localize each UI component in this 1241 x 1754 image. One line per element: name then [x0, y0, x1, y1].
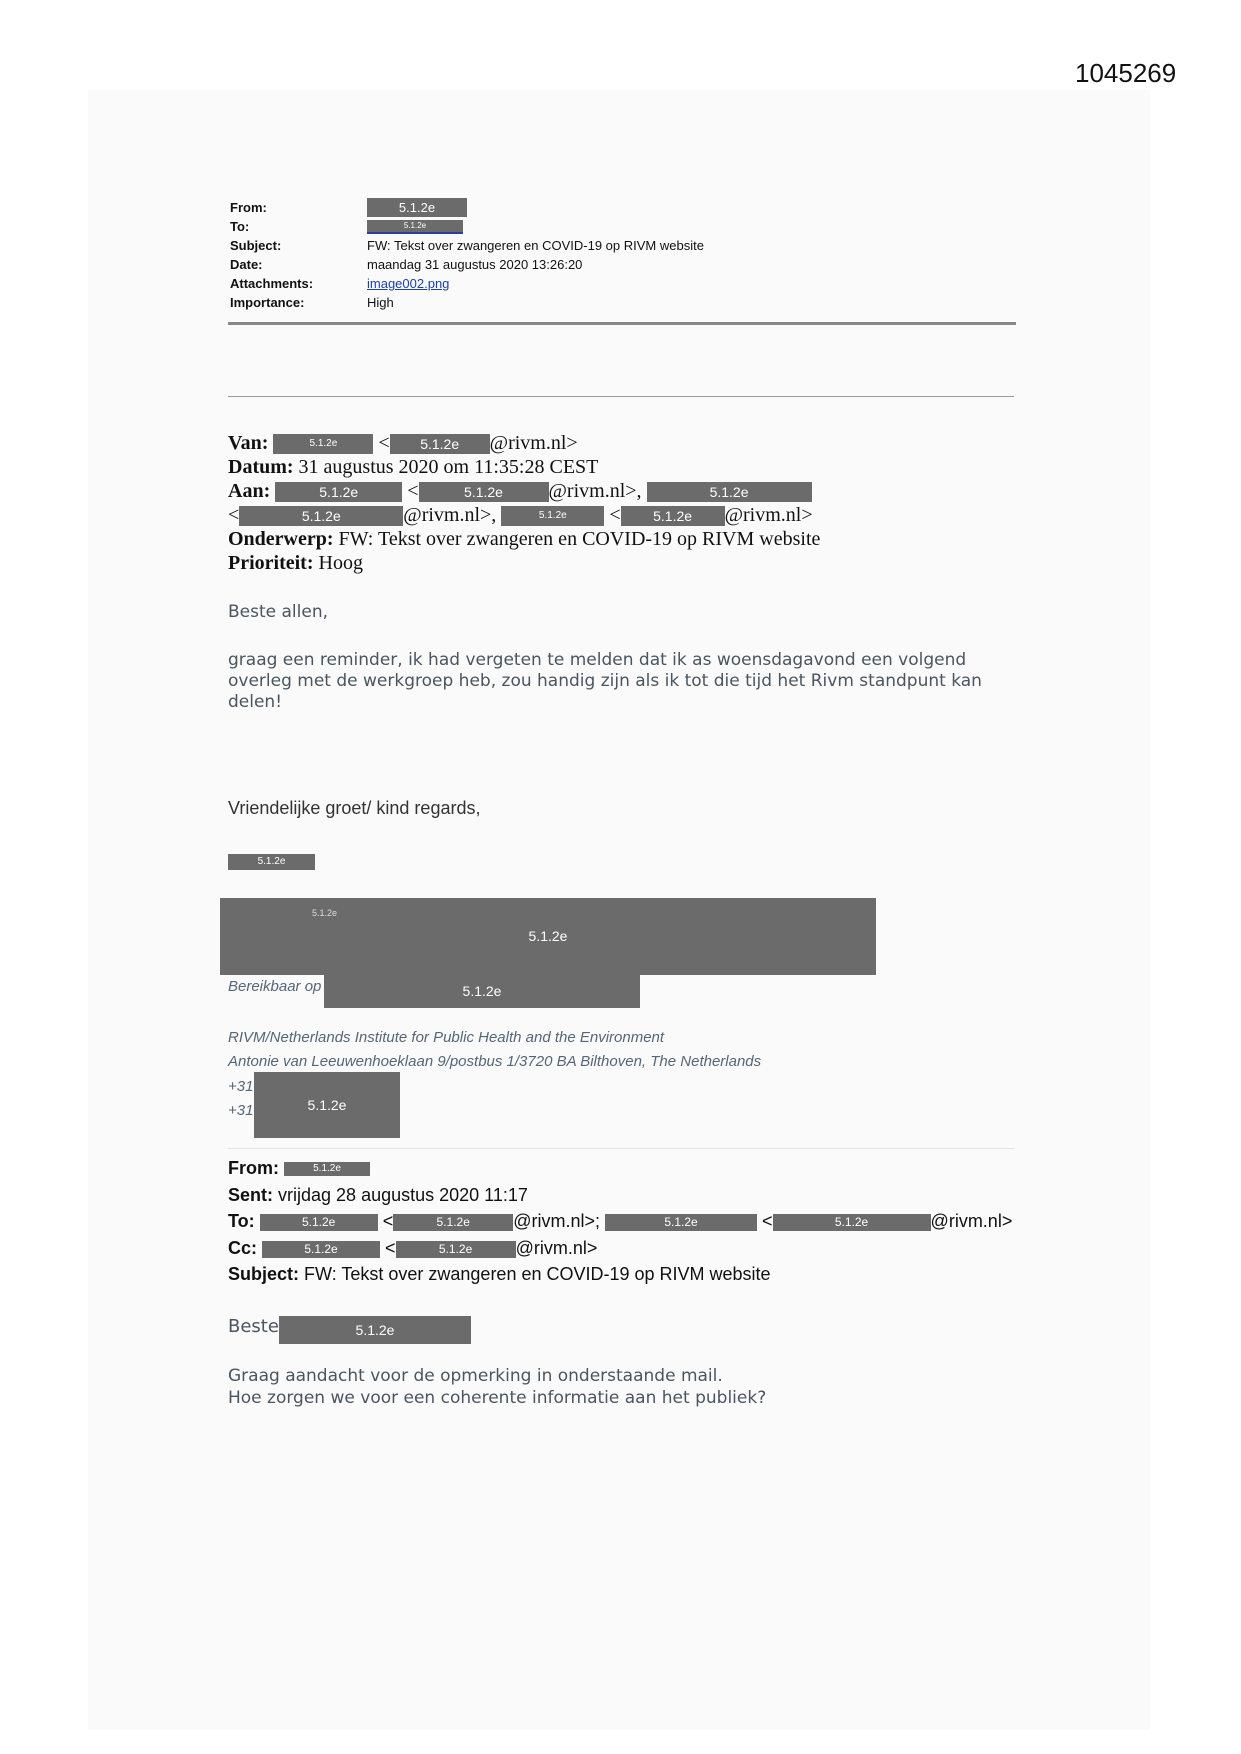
sent-line — [228, 1185, 528, 1206]
onderwerp-line — [228, 528, 820, 551]
body-line-2: Hoe zorgen we voor een coherente informatie aan het publiek? — [228, 1388, 767, 1408]
email-domain: @rivm.nl> — [515, 1238, 598, 1258]
body-line-1: Graag aandacht voor de opmerking in onderstaande mail. — [228, 1366, 723, 1386]
redaction: 5.1.2e — [239, 506, 403, 526]
subject-line — [228, 1264, 771, 1285]
importance-value: High — [367, 295, 394, 310]
message-paragraph: graag een reminder, ik had vergeten te melden dat ik as woensdagavond een volgend overleg met de werkgroep heb, zou handig zijn als ik tot die tijd het Rivm standpunt kan delen! — [228, 650, 982, 712]
prioriteit-line — [228, 552, 363, 575]
datum-value: 31 augustus 2020 om 11:35:28 CEST — [298, 456, 599, 478]
subject-label: Subject: — [228, 1264, 300, 1284]
document-id: 1045269 — [1075, 58, 1177, 88]
redaction: 5.1.2e — [390, 434, 490, 454]
org-address: Antonie van Leeuwenhoeklaan 9/postbus 1/3720 BA Bilthoven, The Netherlands — [228, 1053, 762, 1070]
to-line — [228, 1211, 1012, 1232]
email-domain: @rivm.nl> — [930, 1211, 1013, 1231]
subject-value: FW: Tekst over zwangeren en COVID-19 op RIVM website — [304, 1264, 771, 1284]
greeting: Beste allen, — [228, 602, 329, 622]
datum-label: Datum: — [228, 456, 294, 478]
redaction: 5.1.2e — [367, 220, 463, 234]
subject-value: FW: Tekst over zwangeren en COVID-19 op RIVM website — [367, 238, 704, 253]
cc-label: Cc: — [228, 1238, 258, 1258]
aan-label: Aan: — [228, 480, 271, 502]
sent-label: Sent: — [228, 1185, 273, 1205]
to-label: To: — [228, 1211, 255, 1231]
aan-line-2 — [228, 504, 813, 527]
onderwerp-label: Onderwerp: — [228, 528, 334, 550]
redaction: 5.1.2e — [393, 1214, 513, 1231]
email-domain: @rivm.nl> — [489, 432, 578, 454]
attachments-label: Attachments: — [230, 276, 314, 291]
redaction: 5.1.2e — [647, 482, 812, 502]
email-domain: @rivm.nl> — [724, 504, 813, 526]
redaction: 5.1.2e — [501, 506, 604, 526]
redaction: 5.1.2e — [605, 1214, 757, 1231]
redaction: 5.1.2e — [279, 1316, 471, 1344]
redaction: 5.1.2e — [367, 198, 467, 217]
lt: < — [609, 504, 621, 526]
redaction: 5.1.2e — [220, 898, 876, 975]
lt: < — [382, 1211, 394, 1231]
closing: Vriendelijke groet/ kind regards, — [228, 798, 481, 818]
van-line — [228, 432, 578, 455]
datum-line — [228, 456, 598, 479]
greeting-2: Beste — [228, 1316, 279, 1337]
phone-prefix: +31 — [228, 1078, 254, 1095]
from-line — [228, 1158, 370, 1179]
redaction: 5.1.2e — [324, 974, 640, 1008]
quote-divider — [228, 1148, 1014, 1149]
prioriteit-label: Prioriteit: — [228, 552, 314, 574]
redaction: 5.1.2e — [396, 1241, 516, 1258]
sent-value: vrijdag 28 augustus 2020 11:17 — [278, 1185, 528, 1205]
date-value: maandag 31 augustus 2020 13:26:20 — [367, 257, 583, 272]
lt: < — [762, 1211, 773, 1231]
header-divider — [228, 322, 1016, 325]
redaction: 5.1.2e — [254, 1072, 400, 1138]
lt: < — [385, 1238, 396, 1258]
onderwerp-value: FW: Tekst over zwangeren en COVID-19 op RIVM website — [338, 528, 821, 550]
to-label: To: — [230, 219, 250, 234]
redaction: 5.1.2e — [773, 1214, 931, 1231]
email-domain: @rivm.nl>, — [548, 480, 642, 502]
org-name: RIVM/Netherlands Institute for Public Health and the Environment — [228, 1029, 665, 1046]
redaction: 5.1.2e — [419, 482, 549, 502]
email-header — [230, 198, 704, 312]
email-domain: @rivm.nl>; — [513, 1211, 600, 1231]
redaction: 5.1.2e — [260, 1214, 378, 1231]
attachment-link[interactable]: image002.png — [367, 276, 450, 291]
redaction: 5.1.2e — [621, 506, 725, 526]
email-domain: @rivm.nl>, — [403, 504, 497, 526]
redaction: 5.1.2e — [284, 1162, 370, 1176]
redaction-sub: 5.1.2e — [312, 908, 338, 918]
importance-label: Importance: — [230, 295, 305, 310]
prioriteit-value: Hoog — [318, 552, 363, 574]
redaction: 5.1.2e — [262, 1241, 380, 1258]
lt: < — [407, 480, 419, 502]
bereikbaar-text: Bereikbaar op — [228, 978, 322, 995]
section-divider — [228, 396, 1014, 397]
cc-line — [228, 1238, 597, 1259]
from-label: From: — [230, 200, 267, 215]
date-label: Date: — [230, 257, 263, 272]
aan-line — [228, 480, 812, 503]
from-label: From: — [228, 1158, 279, 1178]
redaction: 5.1.2e — [275, 482, 402, 502]
phone-prefix: +31 — [228, 1102, 254, 1119]
lt: < — [228, 504, 240, 526]
redaction: 5.1.2e — [273, 434, 373, 454]
van-label: Van: — [228, 432, 269, 454]
redaction: 5.1.2e — [228, 854, 315, 870]
lt: < — [378, 432, 390, 454]
subject-label: Subject: — [230, 238, 282, 253]
